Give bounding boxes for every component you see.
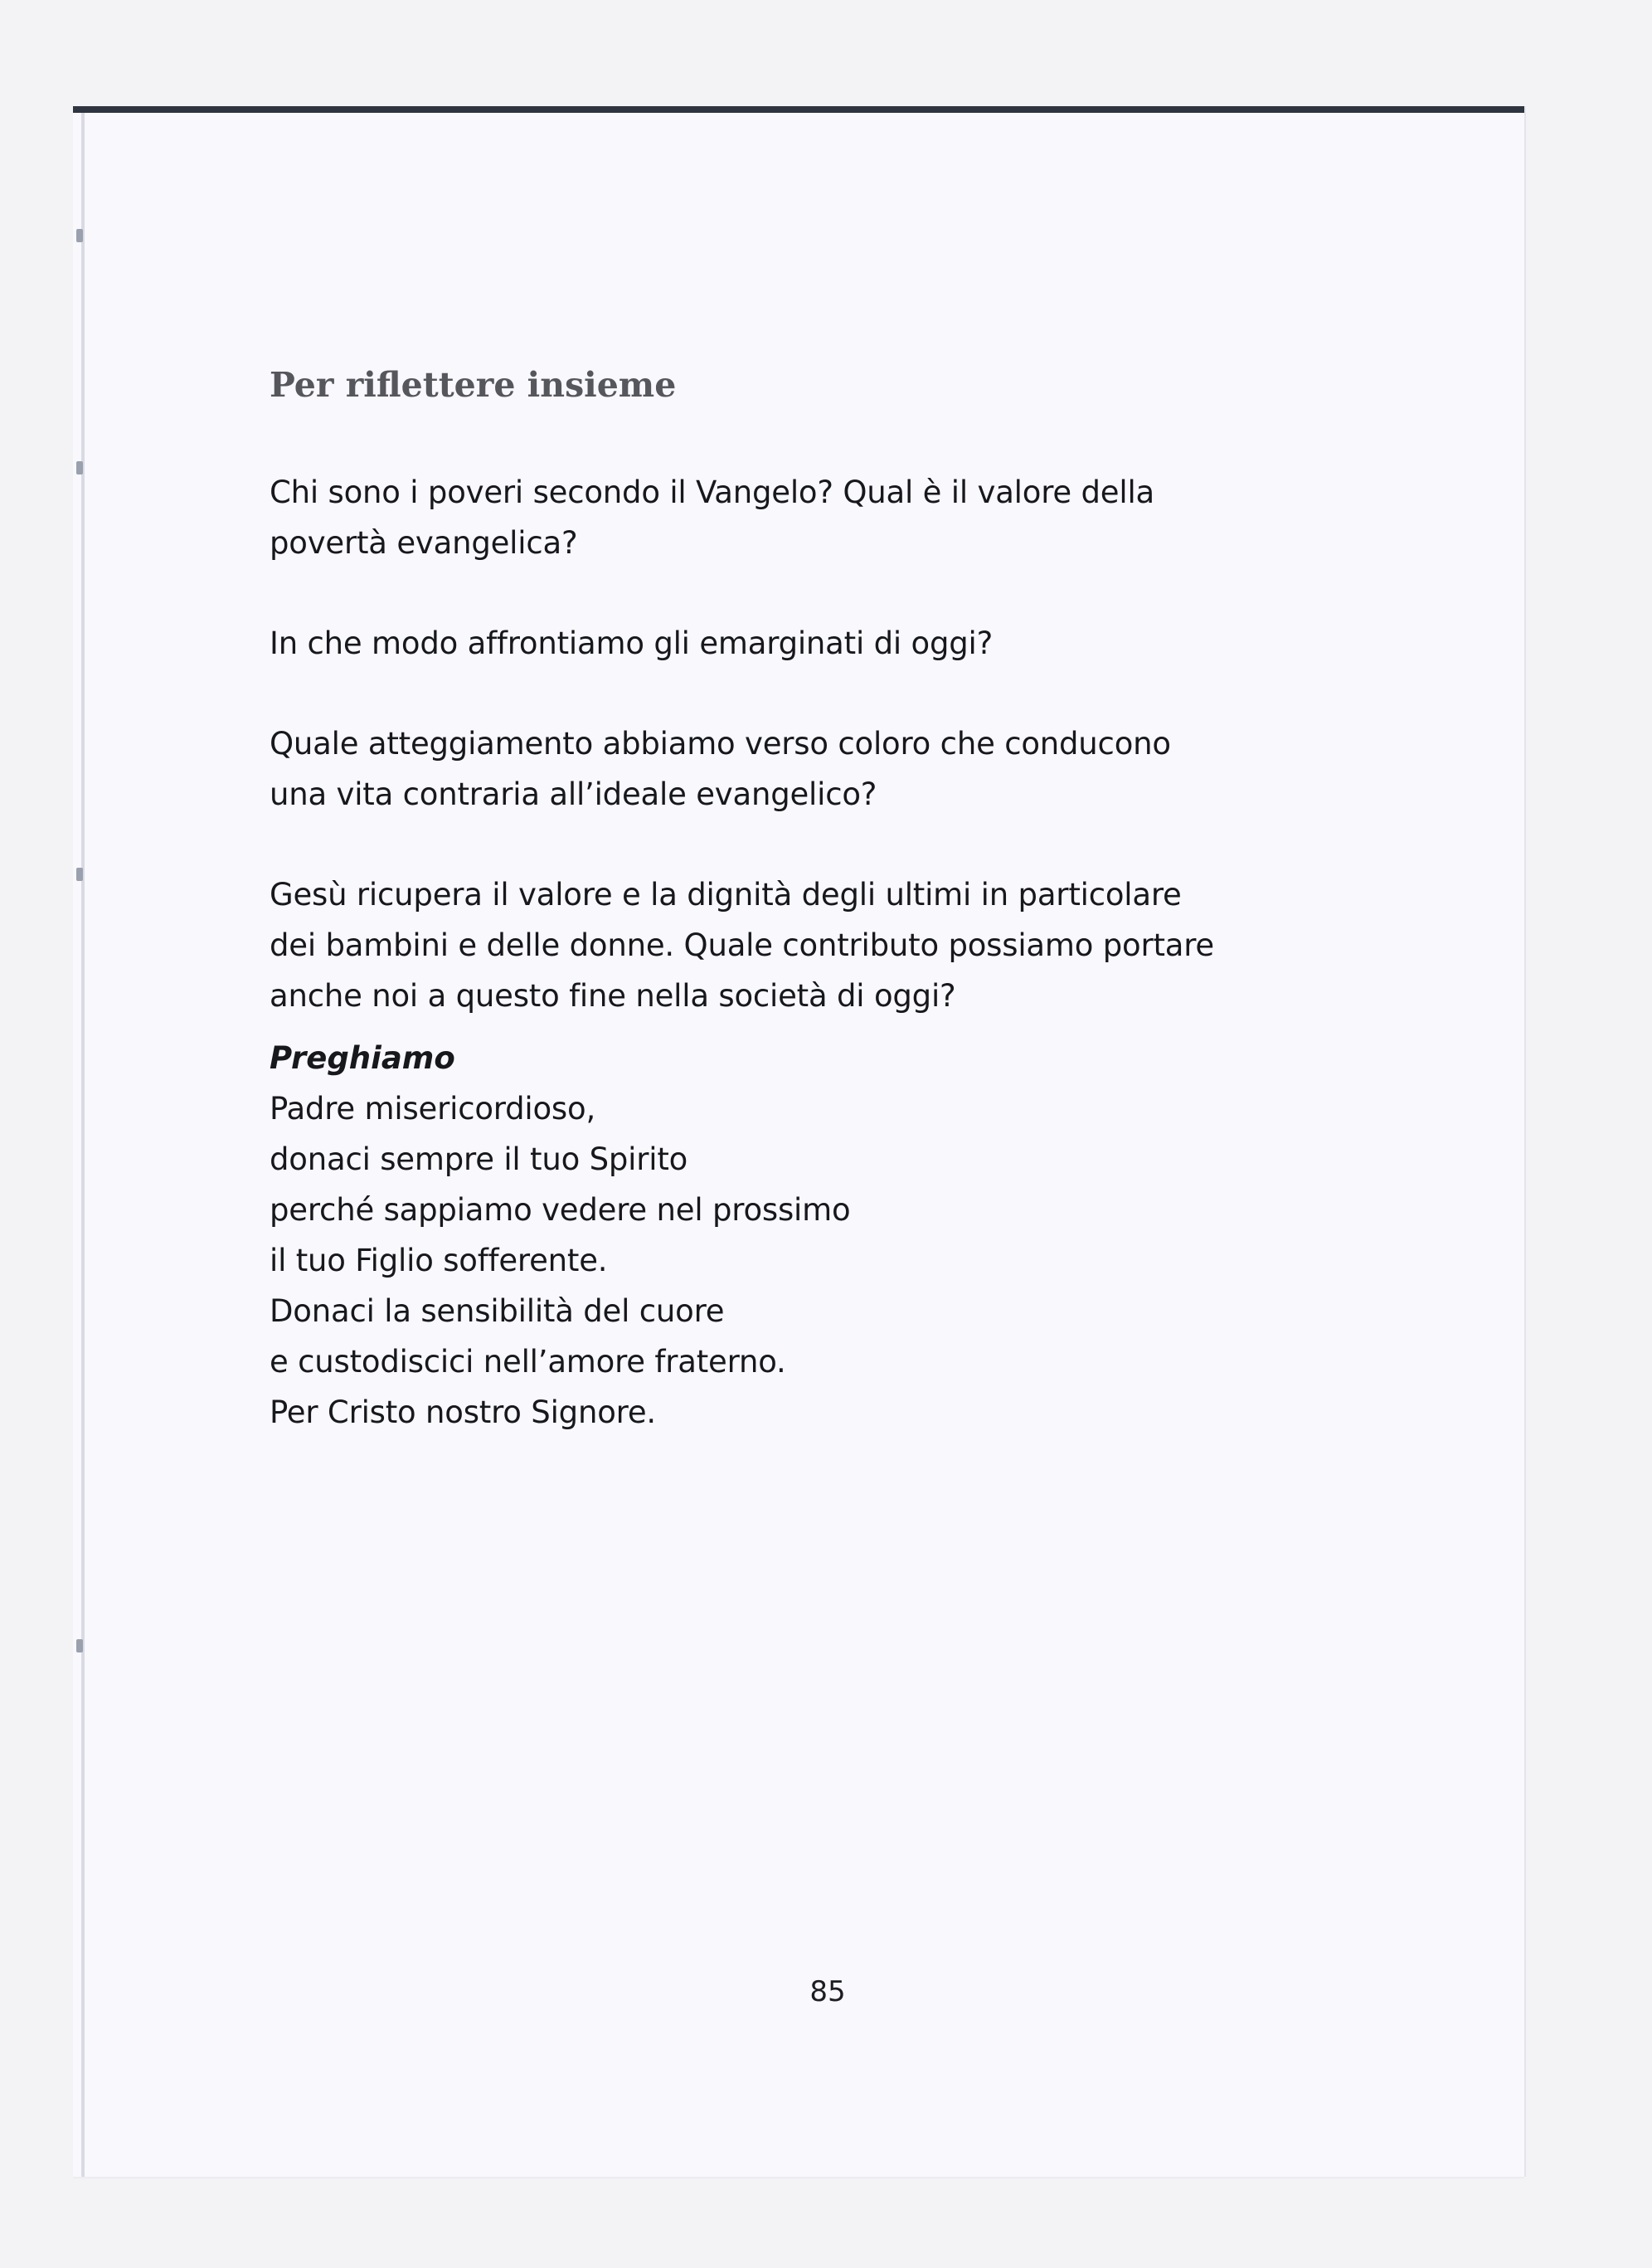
- prayer-line: Padre misericordioso,: [270, 1091, 596, 1127]
- prayer-line: donaci sempre il tuo Spirito: [270, 1141, 688, 1178]
- binding-mark: [76, 461, 83, 475]
- question-line: anche noi a questo fine nella società di oggi?: [270, 978, 956, 1015]
- binding-mark: [76, 1639, 83, 1652]
- question-line: una vita contraria all’ideale evangelico?: [270, 776, 877, 813]
- questions-block: [270, 467, 1348, 1021]
- question-line: Quale atteggiamento abbiamo verso coloro che conducono: [270, 726, 1171, 762]
- binding-mark: [76, 868, 83, 881]
- question-line: In che modo affrontiamo gli emarginati di oggi?: [270, 625, 994, 662]
- prayer-line: Per Cristo nostro Signore.: [270, 1394, 656, 1431]
- question-line: dei bambini e delle donne. Quale contributo possiamo portare: [270, 927, 1214, 964]
- page-gutter: [81, 113, 85, 2177]
- prayer-title: Preghiamo: [270, 1040, 455, 1077]
- question-line: Gesù ricupera il valore e la dignità degli ultimi in particolare: [270, 877, 1182, 913]
- section-heading: Per riflettere insieme: [270, 365, 677, 405]
- binding-mark: [76, 229, 83, 242]
- prayer-line: e custodiscici nell’amore fraterno.: [270, 1344, 786, 1380]
- prayer-line: il tuo Figlio sofferente.: [270, 1243, 608, 1279]
- page-number: 85: [809, 1975, 846, 2008]
- prayer-line: Donaci la sensibilità del cuore: [270, 1293, 725, 1330]
- prayer-block: [270, 1033, 1348, 1438]
- question-paragraph: [270, 467, 1348, 568]
- question-line: Chi sono i poveri secondo il Vangelo? Qual è il valore della: [270, 475, 1154, 511]
- question-line: povertà evangelica?: [270, 525, 578, 562]
- question-paragraph: [270, 869, 1348, 1021]
- question-paragraph: [270, 718, 1348, 820]
- question-paragraph: [270, 618, 1348, 669]
- page-content: [270, 365, 1348, 1438]
- prayer-line: perché sappiamo vedere nel prossimo: [270, 1192, 851, 1229]
